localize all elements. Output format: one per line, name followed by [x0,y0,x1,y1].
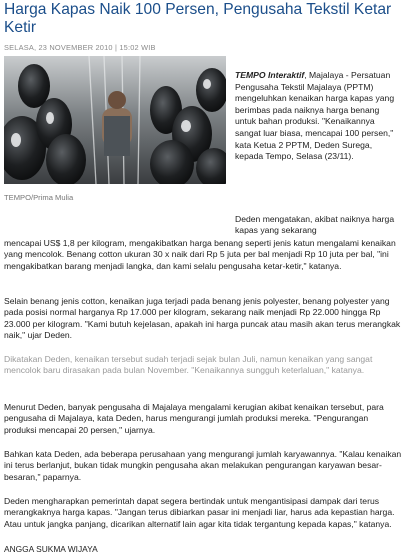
article-photo [4,56,226,184]
paragraph-3-text: Selain benang jenis cotton, kenaikan juga terjadi pada benang jenis polyester, benang polyester yang pada posisi normal harganya Rp 17.000 per kilogram, sekarang naik menjadi Rp 22.000 hingga Rp 23.000 per kilogram. "Kami butuh kejelasan, apakah ini harga puncak atau masih akan terus merangkak naik," ujar Deden. [4,295,401,341]
paragraph-7 [4,487,402,539]
lead-text: , Majalaya - Persatuan Pengusaha Tekstil Majalaya (PPTM) mengeluhkan kenaikan harga kapas yang berimbas pada naiknya harga benang untuk bahan produksi. "Kenaikannya sangat luar biasa, mencapai 100 persen," kata Ketua 2 PPTM, Deden Surega, kepada Tempo, Selasa (23/11). [235,70,395,162]
paragraph-5-text: Menurut Deden, banyak pengusaha di Majalaya mengalami kerugian akibat kenaikan tersebut, para pengusaha di Majalaya, kata Deden, harus mengurangi jumlah produksi mereka. "Pengurangan produksi mencapai 20 persen," ujarnya. [4,401,384,435]
photo-caption: TEMPO/Prima Mulia [4,193,74,202]
article-author: ANGGA SUKMA WIJAYA [4,544,98,554]
article-headline: Harga Kapas Naik 100 Persen, Pengusaha Tekstil Ketar Ketir [4,1,392,36]
paragraph-6 [4,440,402,492]
paragraph-5 [4,393,402,445]
paragraph-2b: mencapai US$ 1,8 per kilogram, mengakibatkan harga benang seperti jenis katun mengalami kenaikan yang mencolok. Benang cotton ukuran 30 x naik dari Rp 5 juta per bal menjadi Rp 10 juta per bal, "ini mengakibatkan barang menjadi langka, dan kami selalu pengusaha ketar-ketir," katanya. [4,237,396,271]
paragraph-4 [4,345,402,385]
paragraph-7-text: Deden mengharapkan pemerintah dapat segera bertindak untuk mengantisipasi dampak dari terus merangkaknya harga kapas. "Jangan terus dibiarkan pasar ini menjadi liar, harus ada kepastian harga. Atau untuk jangka panjang, dicarikan alternatif lain agar kita tidak tergantung kepada kapas," katanya. [4,495,395,529]
article-lead-paragraph [235,70,401,163]
lead-source: TEMPO Interaktif [235,70,305,80]
paragraph-3 [4,287,402,351]
paragraph-2a: Deden mengatakan, akibat naiknya harga kapas yang sekarang [235,213,395,236]
article-dateline: SELASA, 23 NOVEMBER 2010 | 15:02 WIB [4,43,156,52]
paragraph-6-text: Bahkan kata Deden, ada beberapa perusahaan yang mengurangi jumlah karyawannya. "Kalau kenaikan ini terus berlanjut, bukan tidak mungkin pengusaha akan melakukan pengurangan karyawan besar-besaran," paparnya. [4,448,402,482]
paragraph-2-continued [4,229,402,281]
textile-worker-photo [4,56,226,184]
paragraph-4-text: Dikatakan Deden, kenaikan tersebut sudah terjadi sejak bulan Juli, namun kenaikan yang sangat mencolok baru dirasakan pada bulan November. "Kenaikannya sungguh keterlaluan," katanya. [4,353,373,376]
